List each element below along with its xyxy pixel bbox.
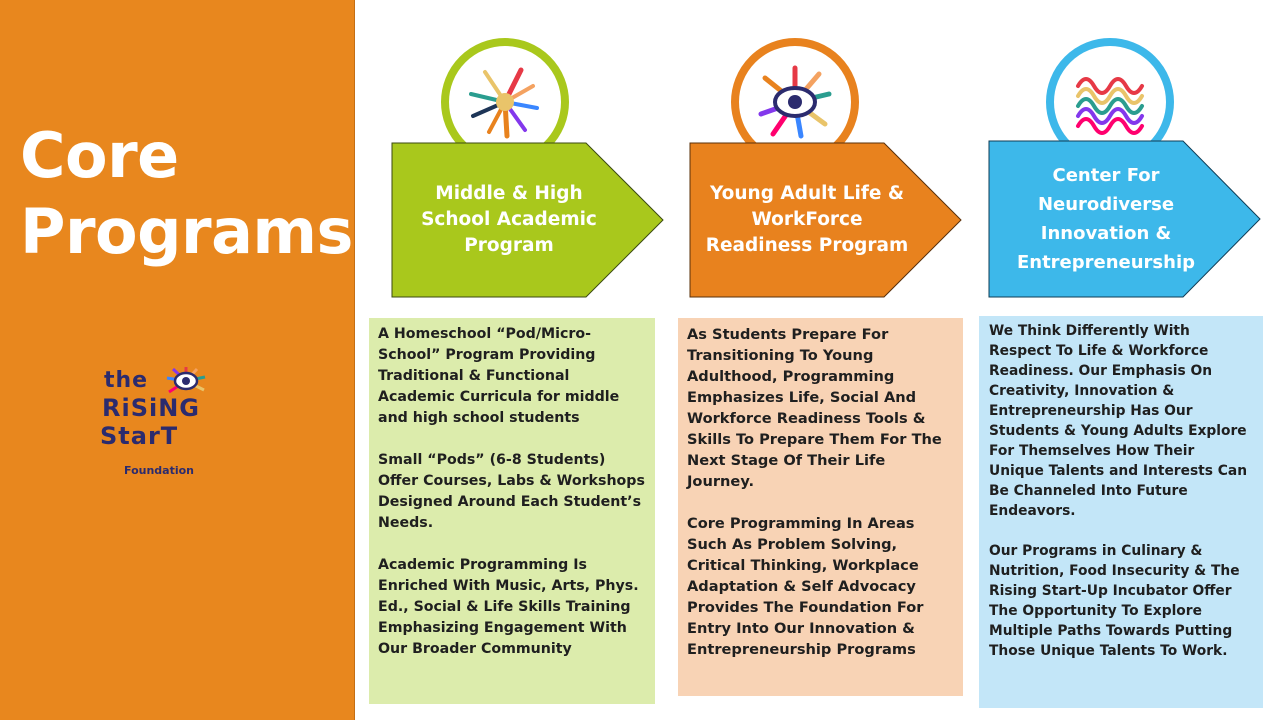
page-title-line-1: Core — [20, 119, 179, 192]
logo-text-rising: RiSiNG — [102, 394, 201, 422]
program-2-paragraph-1: As Students Prepare For Transitioning To Young Adulthood, Programming Emphasizes Life, Social And Workforce Readiness Tools & Skills To Prepare Them For The Next Stage Of Their Life Journey. — [687, 326, 942, 490]
page-title-line-2: Programs — [20, 195, 353, 268]
program-3-arrow — [988, 140, 1262, 296]
program-1-paragraph-1: A Homeschool “Pod/Micro-School” Program Providing Traditional & Functional Academic Curricula for middle and high school students — [378, 326, 620, 426]
logo-eye-icon — [164, 366, 208, 396]
sunburst-icon — [467, 64, 543, 140]
logo-text-start: StarT — [100, 422, 179, 450]
program-1-paragraph-3: Academic Programming Is Enriched With Music, Arts, Phys. Ed., Social & Life Skills Training Emphasizing Engagement With Our Broader Community — [378, 557, 639, 657]
program-1-description — [369, 318, 655, 704]
page-title — [20, 118, 353, 270]
rising-start-logo — [98, 364, 228, 480]
program-2-arrow — [689, 142, 963, 298]
program-1-arrow — [391, 142, 665, 298]
program-1-paragraph-2: Small “Pods” (6-8 Students) Offer Courses, Labs & Workshops Designed Around Each Student’s Needs. — [378, 452, 645, 531]
program-2-paragraph-2: Core Programming In Areas Such As Problem Solving, Critical Thinking, Workplace Adaptation & Self Advocacy Provides The Foundation For Entry Into Our Innovation & Entrepreneurship Programs — [687, 515, 924, 658]
logo-text-foundation: Foundation — [124, 464, 195, 477]
program-2-description — [678, 318, 963, 696]
sidebar — [0, 0, 355, 720]
eye-icon — [757, 64, 833, 140]
logo-text-the: the — [104, 368, 149, 393]
program-3-paragraph-2: Our Programs in Culinary & Nutrition, Food Insecurity & The Rising Start-Up Incubator Offer The Opportunity To Explore Multiple Paths Towards Putting Those Unique Talents To Work. — [989, 543, 1240, 659]
program-2-title: Young Adult Life & WorkForce Readiness Program — [705, 183, 909, 256]
program-1-title: Middle & High School Academic Program — [421, 183, 597, 256]
program-3-description — [979, 316, 1263, 708]
program-3-paragraph-1: We Think Differently With Respect To Life & Workforce Readiness. Our Emphasis On Creativity, Innovation & Entrepreneurship Has Our Students & Young Adults Explore For Themselves How Their Unique Talents and Interests Can Be Channeled Into Future Endeavors. — [989, 323, 1248, 519]
program-3-title: Center For Neurodiverse Innovation & Entrepreneurship — [1016, 165, 1196, 273]
waves-icon — [1072, 64, 1148, 140]
